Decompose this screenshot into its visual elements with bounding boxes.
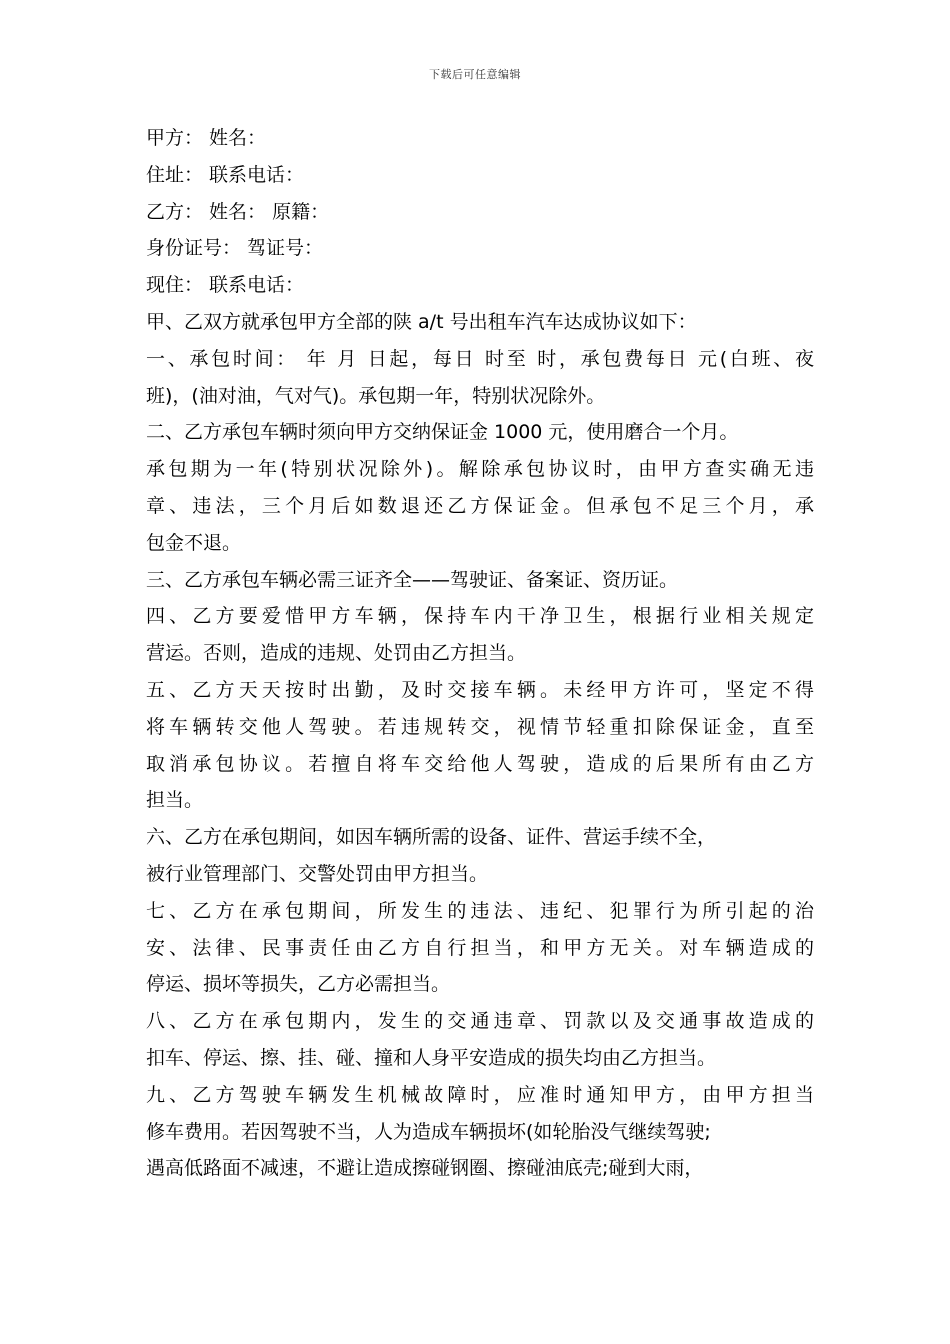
party-b-name-line: 乙方： 姓名： 原籍： bbox=[146, 200, 330, 223]
clause-5-line-1: 五、乙方天天按时出勤，及时交接车辆。未经甲方许可，坚定不得 bbox=[146, 678, 814, 701]
party-a-address-line: 住址： 联系电话： bbox=[146, 163, 305, 186]
clause-2-line-2: 承包期为一年(特别状况除外)。解除承包协议时，由甲方查实确无违 bbox=[146, 458, 814, 481]
clause-9-line-2: 修车费用。若因驾驶不当，人为造成车辆损坏(如轮胎没气继续驾驶; bbox=[146, 1120, 711, 1143]
clause-1-line-1: 一、承包时间： 年 月 日起，每日 时至 时，承包费每日 元(白班、夜 bbox=[146, 347, 814, 370]
clause-4-line-1: 四、乙方要爱惜甲方车辆，保持车内干净卫生，根据行业相关规定 bbox=[146, 605, 814, 628]
clause-9-line-1: 九、乙方驾驶车辆发生机械故障时，应准时通知甲方，由甲方担当 bbox=[146, 1083, 814, 1106]
clause-8-line-2: 扣车、停运、擦、挂、碰、撞和人身平安造成的损失均由乙方担当。 bbox=[146, 1046, 717, 1069]
clause-6-line-2: 被行业管理部门、交警处罚由甲方担当。 bbox=[146, 862, 489, 885]
clause-7-line-1: 七、乙方在承包期间，所发生的违法、违纪、犯罪行为所引起的治 bbox=[146, 899, 814, 922]
clause-5-line-2: 将车辆转交他人驾驶。若违规转交，视情节轻重扣除保证金，直至 bbox=[146, 715, 814, 738]
clause-2-line-3: 章、违法，三个月后如数退还乙方保证金。但承包不足三个月，承 bbox=[146, 494, 814, 517]
clause-3-line-1: 三、乙方承包车辆必需三证齐全——驾驶证、备案证、资历证。 bbox=[146, 568, 679, 591]
party-a-name-line: 甲方： 姓名： bbox=[146, 127, 267, 149]
clause-9-line-3: 遇高低路面不减速，不避让造成擦碰钢圈、擦碰油底壳;碰到大雨， bbox=[146, 1157, 704, 1180]
page-header-note: 下载后可任意编辑 bbox=[429, 68, 521, 81]
party-b-id-line: 身份证号： 驾证号： bbox=[146, 237, 324, 260]
clause-2-line-1: 二、乙方承包车辆时须向甲方交纳保证金 1000 元，使用磨合一个月。 bbox=[146, 421, 739, 444]
clause-7-line-3: 停运、损坏等损失，乙方必需担当。 bbox=[146, 973, 451, 996]
clause-8-line-1: 八、乙方在承包期内，发生的交通违章、罚款以及交通事故造成的 bbox=[146, 1010, 814, 1033]
contract-body bbox=[146, 120, 814, 1187]
clause-1-line-2: 班)，(油对油，气对气)。承包期一年，特别状况除外。 bbox=[146, 384, 606, 407]
clause-5-line-4: 担当。 bbox=[146, 789, 204, 812]
clause-5-line-3: 取消承包协议。若擅自将车交给他人驾驶，造成的后果所有由乙方 bbox=[146, 752, 814, 775]
agreement-intro-line: 甲、乙双方就承包甲方全部的陕 a/t 号出租车汽车达成协议如下： bbox=[146, 310, 697, 333]
clause-6-line-1: 六、乙方在承包期间，如因车辆所需的设备、证件、营运手续不全， bbox=[146, 826, 717, 849]
party-b-residence-line: 现住： 联系电话： bbox=[146, 274, 305, 297]
clause-2-line-4: 包金不退。 bbox=[146, 531, 242, 554]
clause-4-line-2: 营运。否则，造成的违规、处罚由乙方担当。 bbox=[146, 642, 527, 665]
clause-7-line-2: 安、法律、民事责任由乙方自行担当，和甲方无关。对车辆造成的 bbox=[146, 936, 814, 959]
